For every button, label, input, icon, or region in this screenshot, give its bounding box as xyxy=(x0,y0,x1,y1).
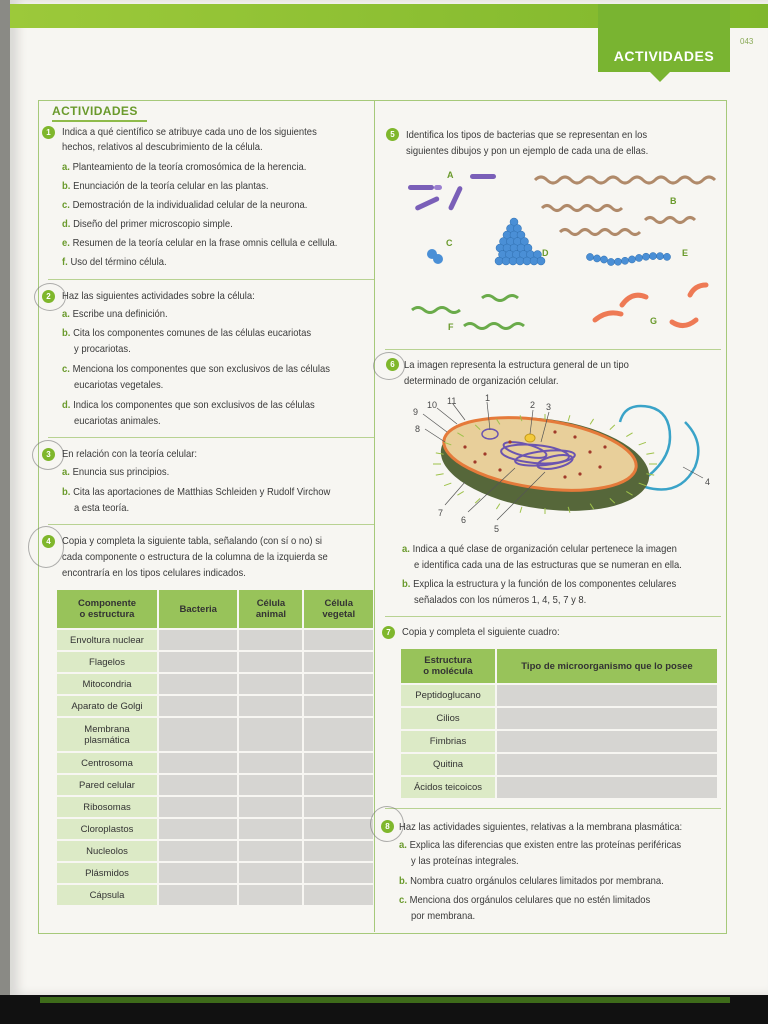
answer-cell[interactable] xyxy=(304,863,373,883)
table-row xyxy=(57,753,373,773)
item-letter: b. xyxy=(399,875,408,887)
coccus xyxy=(663,253,670,260)
q4-line-1: Copia y completa la siguiente tabla, señalando (con sí o no) si xyxy=(62,535,323,547)
row-label: Ácidos teicoicos xyxy=(401,777,495,798)
q6-line-2: determinado de organización celular. xyxy=(404,375,559,387)
spirillum-3 xyxy=(645,218,695,223)
spirillum-1 xyxy=(535,177,715,183)
pilus xyxy=(610,425,615,430)
item-text: Indica los componentes que son exclusivos de las células xyxy=(73,399,315,411)
answer-cell[interactable] xyxy=(497,777,717,798)
item-letter: a. xyxy=(399,839,407,851)
q6-item-b-cont: señalados con los números 1, 4, 5, 7 y 8. xyxy=(414,594,587,606)
pilus xyxy=(568,415,570,421)
vibrio-2 xyxy=(690,285,706,295)
question-number-5: 5 xyxy=(386,128,399,141)
item-letter: a. xyxy=(62,161,70,173)
q2-item-d-cont: eucariotas animales. xyxy=(74,415,161,427)
q2-item-c xyxy=(62,361,330,377)
question-number-7: 7 xyxy=(382,626,395,639)
ribosome-dot xyxy=(588,450,591,453)
header-celula-animal xyxy=(239,590,302,628)
coccus xyxy=(628,256,635,263)
pilus xyxy=(626,433,632,437)
table-row xyxy=(401,731,717,752)
answer-cell[interactable] xyxy=(304,819,373,839)
header-componente xyxy=(57,590,157,628)
answer-cell[interactable] xyxy=(239,753,302,773)
row-label: Nucleolos xyxy=(57,841,157,861)
row-label: Flagelos xyxy=(57,652,157,672)
separator xyxy=(385,808,721,809)
answer-cell[interactable] xyxy=(159,819,237,839)
table-row xyxy=(57,841,373,861)
question-number-3: 3 xyxy=(42,448,55,461)
answer-cell[interactable] xyxy=(304,630,373,650)
table-row xyxy=(401,754,717,775)
ribosome-dot xyxy=(483,452,486,455)
table-row xyxy=(57,630,373,650)
diagram-number: 7 xyxy=(438,508,444,518)
table-header-row xyxy=(57,590,373,628)
q1-line-1: Indica a qué científico se atribuye cada uno de los siguientes xyxy=(62,126,317,138)
streptococci-chain xyxy=(586,252,670,265)
row-label: Mitocondria xyxy=(57,674,157,694)
answer-cell[interactable] xyxy=(239,863,302,883)
table-row xyxy=(57,674,373,694)
item-letter: b. xyxy=(62,486,71,498)
coccus xyxy=(607,258,614,265)
coccus xyxy=(586,253,593,260)
answer-cell[interactable] xyxy=(239,797,302,817)
q2-item-c-cont: eucariotas vegetales. xyxy=(74,379,164,391)
q1-item-e xyxy=(62,235,337,251)
components-table xyxy=(55,588,375,907)
answer-cell[interactable] xyxy=(304,652,373,672)
ribosome-dot xyxy=(563,475,566,478)
item-letter: f. xyxy=(62,256,68,268)
heading-underline xyxy=(52,120,147,122)
item-letter: e. xyxy=(62,237,70,249)
item-letter: c. xyxy=(399,894,407,906)
item-text: Enuncia sus principios. xyxy=(72,466,170,478)
separator xyxy=(48,279,374,280)
item-text: Menciona dos orgánulos celulares que no estén limitados xyxy=(409,894,651,906)
q8-item-b xyxy=(399,873,664,889)
label-d: D xyxy=(542,248,549,258)
item-text: Cita las aportaciones de Matthias Schleiden y Rudolf Virchow xyxy=(73,486,331,498)
pilus xyxy=(639,442,646,445)
answer-cell[interactable] xyxy=(159,775,237,795)
diagram-number: 2 xyxy=(530,400,536,410)
green-spiral-3 xyxy=(464,324,524,329)
item-letter: a. xyxy=(402,543,410,555)
row-label: Aparato de Golgi xyxy=(57,696,157,716)
bottom-green-band xyxy=(40,997,730,1003)
row-label: Fimbrias xyxy=(401,731,495,752)
header-text: Célula vegetal xyxy=(322,598,356,620)
row-label: Cloroplastos xyxy=(57,819,157,839)
q2-item-b-cont: y procariotas. xyxy=(74,343,131,355)
separator xyxy=(385,616,721,617)
row-label: Ribosomas xyxy=(57,797,157,817)
q5-line-2: siguientes dibujos y pon un ejemplo de cada una de ellas. xyxy=(406,145,649,157)
answer-cell[interactable] xyxy=(239,841,302,861)
label-a: A xyxy=(447,170,454,180)
item-letter: b. xyxy=(62,180,71,192)
item-letter: d. xyxy=(62,399,71,411)
item-text: Explica las diferencias que existen entre las proteínas periféricas xyxy=(409,839,682,851)
coccus xyxy=(433,254,443,264)
answer-cell[interactable] xyxy=(497,754,717,775)
q1-item-a xyxy=(62,159,306,175)
header-bacteria xyxy=(159,590,237,628)
ribosome-dot xyxy=(463,445,466,448)
answer-cell[interactable] xyxy=(239,696,302,716)
q8-item-a xyxy=(399,837,681,853)
pilus xyxy=(436,474,444,475)
coccus xyxy=(621,257,628,264)
answer-cell[interactable] xyxy=(239,819,302,839)
item-letter: b. xyxy=(402,578,411,590)
coccus xyxy=(656,253,663,260)
item-text: Explica la estructura y la función de los componentes celulares xyxy=(413,578,677,590)
item-letter: a. xyxy=(62,466,70,478)
section-tab xyxy=(598,4,730,72)
diagram-number: 6 xyxy=(461,515,467,525)
ribosome-dot xyxy=(553,430,556,433)
coccus xyxy=(642,253,649,260)
separator xyxy=(385,349,721,350)
q2-item-d xyxy=(62,397,315,413)
table-header-row xyxy=(401,649,717,683)
label-g: G xyxy=(650,316,658,326)
row-label: Membrana plasmática xyxy=(57,718,157,751)
answer-cell[interactable] xyxy=(159,841,237,861)
item-text: Resumen de la teoría celular en la frase omnis cellula e cellula. xyxy=(72,237,338,249)
answer-cell[interactable] xyxy=(159,753,237,773)
pilus xyxy=(496,504,499,509)
diagram-number: 1 xyxy=(485,393,491,403)
table-row xyxy=(57,797,373,817)
ribosome-dot xyxy=(578,472,581,475)
header-text: Tipo de microorganismo que lo posee xyxy=(521,660,693,672)
separator xyxy=(48,437,374,438)
question-number-1: 1 xyxy=(42,126,55,139)
diagram-number: 10 xyxy=(427,400,438,410)
coccus xyxy=(537,257,545,265)
item-text: Cita los componentes comunes de las células eucariotas xyxy=(73,327,312,339)
vibrio-4 xyxy=(672,320,696,326)
q1-item-f xyxy=(62,254,167,270)
q6-item-a xyxy=(402,541,677,557)
q8-line: Haz las actividades siguientes, relativas a la membrana plasmática: xyxy=(399,821,683,833)
q2-line: Haz las siguientes actividades sobre la célula: xyxy=(62,290,255,302)
answer-cell[interactable] xyxy=(304,674,373,694)
item-text: Menciona los componentes que son exclusivos de las células xyxy=(72,363,330,375)
coccus xyxy=(593,255,600,262)
header-text: Estructura o molécula xyxy=(423,655,473,677)
coccus xyxy=(600,256,607,263)
label-f: F xyxy=(448,322,454,332)
label-e: E xyxy=(682,248,689,258)
q3-line: En relación con la teoría celular: xyxy=(62,448,197,460)
item-text: Uso del término célula. xyxy=(70,256,167,268)
row-label: Peptidoglucano xyxy=(401,685,495,706)
label-c: C xyxy=(446,238,453,248)
q4-line-3: encontraría en los tipos celulares indicados. xyxy=(62,567,246,579)
answer-cell[interactable] xyxy=(304,841,373,861)
staphylococci-cluster xyxy=(495,218,545,265)
item-letter: c. xyxy=(62,363,70,375)
answer-cell[interactable] xyxy=(159,674,237,694)
answer-cell[interactable] xyxy=(497,685,717,706)
answer-cell[interactable] xyxy=(159,885,237,905)
question-number-4: 4 xyxy=(42,535,55,548)
header-text: Componente o estructura xyxy=(77,598,137,620)
table-row xyxy=(401,685,717,706)
spirillum-2 xyxy=(542,206,622,211)
table-row xyxy=(401,708,717,729)
header-text: Bacteria xyxy=(179,603,217,615)
label-b: B xyxy=(670,196,677,206)
item-text: Diseño del primer microscopio simple. xyxy=(73,218,233,230)
header-text: Célula animal xyxy=(255,598,286,620)
answer-cell[interactable] xyxy=(304,885,373,905)
row-label: Plásmidos xyxy=(57,863,157,883)
coccus xyxy=(614,258,621,265)
q2-item-a xyxy=(62,306,168,322)
row-label: Envoltura nuclear xyxy=(57,630,157,650)
answer-cell[interactable] xyxy=(159,797,237,817)
q3-item-b-cont: a esta teoría. xyxy=(74,502,130,514)
q1-item-b xyxy=(62,178,269,194)
inclusion-body xyxy=(525,434,535,442)
header-estructura xyxy=(401,649,495,683)
answer-cell[interactable] xyxy=(239,718,302,751)
question-number-2: 2 xyxy=(42,290,55,303)
question-number-6: 6 xyxy=(386,358,399,371)
q4-line-2: cada componente o estructura de la columna de la izquierda se xyxy=(62,551,328,563)
item-text: Nombra cuatro orgánulos celulares limitados por membrana. xyxy=(410,875,664,887)
answer-cell[interactable] xyxy=(304,696,373,716)
ribosome-dot xyxy=(498,468,501,471)
ribosome-dot xyxy=(573,435,576,438)
ribosome-dot xyxy=(598,465,601,468)
pilus xyxy=(590,419,593,424)
vibrio-3 xyxy=(595,313,621,320)
diagram-number: 5 xyxy=(494,524,500,534)
table-row xyxy=(57,718,373,751)
coccus xyxy=(635,254,642,261)
question-number-8: 8 xyxy=(381,820,394,833)
q5-line-1: Identifica los tipos de bacterias que se representan en los xyxy=(406,129,648,141)
pilus xyxy=(444,483,451,486)
answer-cell[interactable] xyxy=(239,775,302,795)
green-spiral-2 xyxy=(482,296,518,301)
bacteria-drawings xyxy=(400,162,725,342)
answer-cell[interactable] xyxy=(497,731,717,752)
diagram-number: 3 xyxy=(546,402,552,412)
green-spiral-1 xyxy=(412,308,460,313)
microorganism-table xyxy=(399,647,719,800)
row-label: Pared celular xyxy=(57,775,157,795)
item-text: Planteamiento de la teoría cromosómica de la herencia. xyxy=(72,161,307,173)
table-row xyxy=(57,885,373,905)
spirillum-4 xyxy=(560,230,640,235)
q6-item-a-cont: e identifica cada una de las estructuras que se numeran en ella. xyxy=(414,559,682,571)
ribosome-dot xyxy=(473,460,476,463)
vibrio-1 xyxy=(622,295,646,305)
answer-cell[interactable] xyxy=(239,674,302,694)
answer-cell[interactable] xyxy=(304,797,373,817)
item-text: Demostración de la individualidad celular de la neurona. xyxy=(72,199,308,211)
item-text: Indica a qué clase de organización celular pertenece la imagen xyxy=(412,543,677,555)
row-label: Cápsula xyxy=(57,885,157,905)
item-text: Escribe una definición. xyxy=(72,308,168,320)
separator xyxy=(48,524,374,525)
diagram-number: 4 xyxy=(705,477,711,487)
prokaryotic-cell-diagram xyxy=(405,392,720,537)
section-tab-label: ACTIVIDADES xyxy=(613,48,715,64)
item-letter: a. xyxy=(62,308,70,320)
header-tipo-microorganismo xyxy=(497,649,717,683)
q3-item-b xyxy=(62,484,330,500)
diagram-number: 8 xyxy=(415,424,421,434)
item-text: Enunciación de la teoría celular en las plantas. xyxy=(73,180,269,192)
answer-cell[interactable] xyxy=(159,863,237,883)
ribosome-dot xyxy=(603,445,606,448)
q6-item-b xyxy=(402,576,676,592)
q8-item-c xyxy=(399,892,650,908)
table-row xyxy=(401,777,717,798)
diagram-number: 9 xyxy=(413,407,419,417)
pilus xyxy=(646,453,654,454)
q8-item-a-cont: y las proteínas integrales. xyxy=(411,855,519,867)
pilus xyxy=(520,507,522,513)
answer-cell[interactable] xyxy=(159,630,237,650)
coccus xyxy=(649,252,656,259)
table-row xyxy=(57,652,373,672)
diagram-number: 11 xyxy=(447,396,457,406)
q1-item-d xyxy=(62,216,233,232)
answer-cell[interactable] xyxy=(159,718,237,751)
answer-cell[interactable] xyxy=(304,775,373,795)
item-letter: b. xyxy=(62,327,71,339)
q1-item-c xyxy=(62,197,307,213)
answer-cell[interactable] xyxy=(497,708,717,729)
item-letter: c. xyxy=(62,199,70,211)
answer-cell[interactable] xyxy=(304,753,373,773)
answer-cell[interactable] xyxy=(304,718,373,751)
q3-item-a xyxy=(62,464,169,480)
row-label: Cilios xyxy=(401,708,495,729)
item-letter: d. xyxy=(62,218,71,230)
answer-cell[interactable] xyxy=(159,652,237,672)
table-row xyxy=(57,819,373,839)
table-row xyxy=(57,696,373,716)
q7-line: Copia y completa el siguiente cuadro: xyxy=(402,626,560,638)
q6-line-1: La imagen representa la estructura general de un tipo xyxy=(404,359,629,371)
page-number: 043 xyxy=(740,37,754,46)
q2-item-b xyxy=(62,325,311,341)
activities-heading: ACTIVIDADES xyxy=(52,104,138,118)
pilus xyxy=(475,498,480,503)
table-row xyxy=(57,775,373,795)
row-label: Centrosoma xyxy=(57,753,157,773)
pilus xyxy=(457,491,463,495)
row-label: Quitina xyxy=(401,754,495,775)
ribosome-dot xyxy=(508,440,511,443)
answer-cell[interactable] xyxy=(239,652,302,672)
header-celula-vegetal xyxy=(304,590,373,628)
answer-cell[interactable] xyxy=(159,696,237,716)
cytoplasm-membrane xyxy=(439,407,641,501)
answer-cell[interactable] xyxy=(239,630,302,650)
answer-cell[interactable] xyxy=(239,885,302,905)
q1-line-2: hechos, relativos al descubrimiento de la célula. xyxy=(62,141,263,153)
q8-item-c-cont: por membrana. xyxy=(411,910,476,922)
table-row xyxy=(57,863,373,883)
